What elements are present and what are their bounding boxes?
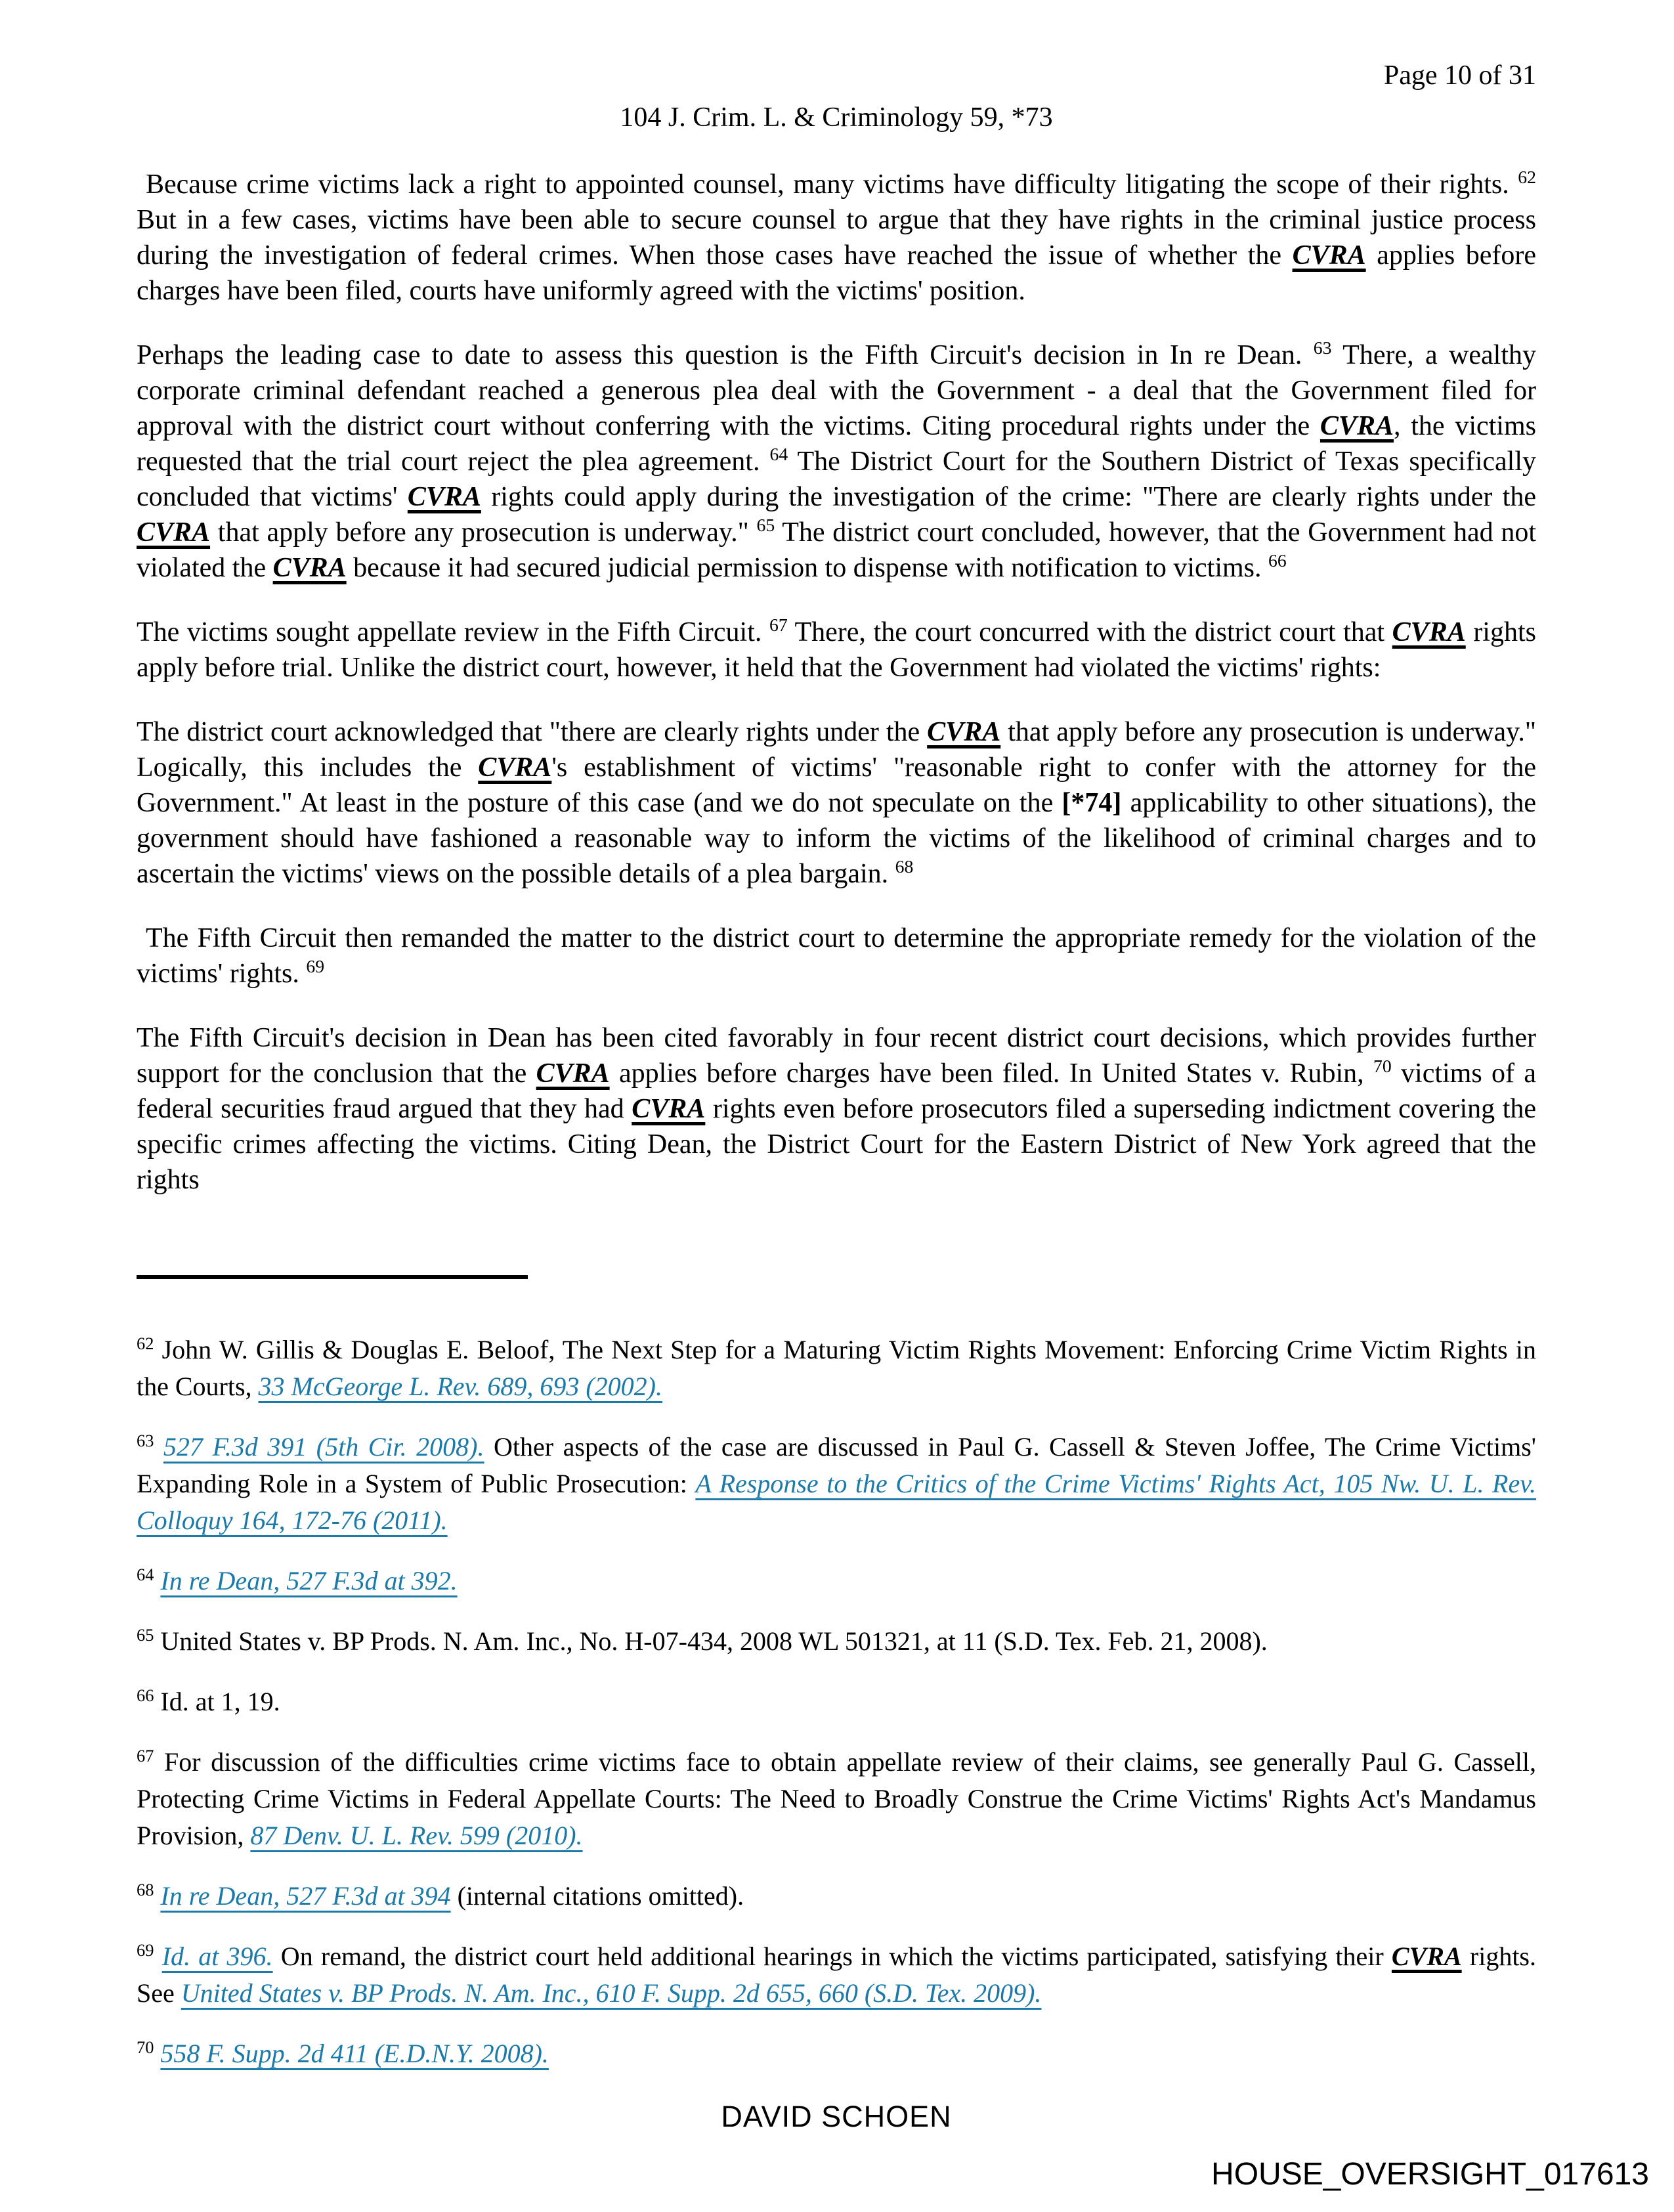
cvra-term: CVRA	[137, 517, 211, 548]
text-run	[154, 1941, 161, 1971]
footnote-reference: 65	[756, 515, 775, 536]
body-paragraphs	[137, 167, 1536, 1198]
footnote-reference: 68	[137, 1879, 154, 1899]
footnote-reference: 65	[137, 1624, 154, 1645]
text-run: United States v. BP Prods. N. Am. Inc., No. H-07-434, 2008 WL 501321, at 11 (S.D. Tex. Feb. 21, 2008).	[154, 1626, 1268, 1657]
text-run: The Fifth Circuit's decision in Dean has been cited favorably in four recent district court decisions, which provides further support for the conclusion that the	[137, 1023, 1536, 1089]
citation-link[interactable]: Id. at 396.	[161, 1941, 273, 1972]
cvra-term: CVRA	[407, 482, 481, 513]
text-run: The District Court for the Southern District of Texas specifically concluded that victims'	[137, 446, 1536, 513]
text-run: The victims sought appellate review in the Fifth Circuit.	[137, 617, 769, 648]
footnote-reference: 69	[306, 956, 325, 977]
footnote-66	[137, 1683, 1536, 1720]
body-paragraph	[137, 615, 1536, 685]
text-run: rights apply before trial. Unlike the district court, however, it held that the Government had violated the victims' rights:	[137, 617, 1536, 683]
text-run: that apply before any prosecution is underway." Logically, this includes the	[137, 717, 1537, 783]
footnote-70	[137, 2035, 1536, 2072]
text-run: For discussion of the difficulties crime victims face to obtain appellate review of their claims, see generally Paul G. Cassell, Protecting Crime Victims in Federal Appellate Courts: The Need to Broadly Construe the Crime Victims' Rights Act's Mandamus Provision,	[137, 1747, 1536, 1851]
footnote-reference: 63	[137, 1430, 154, 1450]
cvra-term: CVRA	[478, 752, 552, 783]
citation-link[interactable]: In re Dean, 527 F.3d at 392.	[160, 1566, 458, 1596]
footnote-reference: 69	[137, 1940, 154, 1960]
text-run: John W. Gillis & Douglas E. Beloof, The Next Step for a Maturing Victim Rights Movement: Enforcing Crime Victim Rights in the Courts,	[137, 1335, 1536, 1402]
body-paragraph	[137, 337, 1536, 586]
text-run: Id. at 1, 19.	[154, 1687, 280, 1717]
text-run	[154, 2039, 160, 2068]
citation-link[interactable]: 527 F.3d 391 (5th Cir. 2008).	[163, 1432, 484, 1462]
footnote-reference: 64	[769, 444, 788, 465]
footnote-64	[137, 1563, 1536, 1599]
text-run: (internal citations omitted).	[450, 1881, 744, 1911]
text-run: Perhaps the leading case to date to assess this question is the Fifth Circuit's decision in In re Dean.	[137, 340, 1314, 371]
citation-link[interactable]: United States v. BP Prods. N. Am. Inc., 610 F. Supp. 2d 655, 660 (S.D. Tex. 2009).	[181, 1978, 1042, 2008]
cvra-term: CVRA	[1391, 1941, 1462, 1972]
text-run: Because crime victims lack a right to appointed counsel, many victims have difficulty litigating the scope of their rights.	[146, 169, 1518, 200]
cvra-term: CVRA	[1292, 240, 1366, 271]
footnote-reference: 70	[1373, 1056, 1392, 1077]
footnotes-section	[137, 1332, 1536, 2072]
citation-link[interactable]: In re Dean, 527 F.3d at 394	[160, 1881, 451, 1911]
footer-author-name: DAVID SCHOEN	[721, 2100, 952, 2134]
footnote-65	[137, 1623, 1536, 1660]
footnote-reference: 67	[769, 615, 788, 636]
text-run: On remand, the district court held additional hearings in which the victims participated, satisfying their	[272, 1941, 1392, 1972]
body-paragraph	[137, 921, 1536, 991]
text-run: , the victims requested that the trial court reject the plea agreement.	[137, 411, 1536, 477]
text-run	[154, 1881, 160, 1911]
body-paragraph	[137, 714, 1536, 892]
citation-link[interactable]: A Response to the Critics of the Crime Victims' Rights Act, 105 Nw. U. L. Rev. Colloquy 164, 172-76 (2011).	[137, 1469, 1536, 1536]
page-number: Page 10 of 31	[1383, 60, 1536, 91]
citation-link[interactable]: 33 McGeorge L. Rev. 689, 693 (2002).	[258, 1372, 662, 1402]
footnote-63	[137, 1429, 1536, 1539]
cvra-term: CVRA	[536, 1058, 610, 1089]
text-run: because it had secured judicial permission to dispense with notification to victims.	[346, 553, 1269, 584]
text-run: The Fifth Circuit then remanded the matter to the district court to determine the appropriate remedy for the violation of the victims' rights.	[137, 923, 1536, 989]
footnote-separator	[137, 1275, 528, 1279]
text-run: rights even before prosecutors filed a superseding indictment covering the specific crimes affecting the victims. Citing Dean, the District Court for the Eastern District of New York agreed that the rights	[137, 1094, 1537, 1196]
text-run: The district court concluded, however, that the Government had not violated the	[137, 517, 1536, 584]
text-run: rights could apply during the investigation of the crime: "There are clearly rights under the	[481, 482, 1536, 513]
text-run	[154, 1432, 163, 1462]
cvra-term: CVRA	[1320, 411, 1394, 442]
footnote-reference: 67	[137, 1745, 154, 1766]
citation-link[interactable]: 87 Denv. U. L. Rev. 599 (2010).	[250, 1821, 583, 1851]
footnote-69	[137, 1938, 1536, 2012]
text-run: Other aspects of the case are discussed in Paul G. Cassell & Steven Joffee, The Crime Victims' Expanding Role in a System of Public Prosecution:	[137, 1432, 1536, 1499]
text-run	[154, 1566, 160, 1595]
text-run: applicability to other situations), the government should have fashioned a reasonable way to inform the victims of the likelihood of criminal charges and to ascertain the victims' views on the possible details of a plea bargain.	[137, 788, 1536, 890]
bold-text: [*74]	[1062, 788, 1122, 819]
citation-link[interactable]: 558 F. Supp. 2d 411 (E.D.N.Y. 2008).	[160, 2039, 549, 2069]
text-run: There, the court concurred with the district court that	[787, 617, 1392, 648]
text-run: applies before charges have been filed, courts have uniformly agreed with the victims' position.	[137, 240, 1536, 307]
header-citation: 104 J. Crim. L. & Criminology 59, *73	[620, 102, 1053, 133]
footnote-reference: 62	[137, 1333, 154, 1353]
text-run: victims of a federal securities fraud argued that they had	[137, 1058, 1537, 1125]
footnote-reference: 64	[137, 1564, 154, 1584]
footnote-reference: 66	[1268, 550, 1287, 571]
body-paragraph	[137, 167, 1536, 309]
text-run: that apply before any prosecution is underway."	[210, 517, 757, 548]
footnote-reference: 63	[1313, 337, 1332, 358]
footnote-reference: 68	[895, 856, 914, 877]
cvra-term: CVRA	[272, 553, 347, 584]
footnote-reference: 66	[137, 1685, 154, 1705]
text-run: There, a wealthy corporate criminal defendant reached a generous plea deal with the Government - a deal that the Government filed for approval with the district court without conferring with the victims. Citing procedural rights under the	[137, 340, 1536, 442]
text-run: rights. See	[137, 1941, 1536, 2008]
footnote-62	[137, 1332, 1536, 1405]
bates-stamp: HOUSE_OVERSIGHT_017613	[1211, 2157, 1649, 2192]
cvra-term: CVRA	[1392, 617, 1466, 648]
text-run: 's establishment of victims' "reasonable right to confer with the attorney for the Government." At least in the posture of this case (and we do not speculate on the	[137, 752, 1536, 819]
footnote-reference: 62	[1518, 167, 1536, 188]
cvra-term: CVRA	[632, 1094, 706, 1125]
body-paragraph	[137, 1020, 1536, 1198]
text-run: The district court acknowledged that "there are clearly rights under the	[137, 717, 928, 748]
cvra-term: CVRA	[927, 717, 1001, 748]
footnote-reference: 70	[137, 2037, 154, 2057]
text-run: But in a few cases, victims have been able to secure counsel to argue that they have rights in the criminal justice process during the investigation of federal crimes. When those cases have reached the issue of whether the	[137, 205, 1536, 271]
text-run: applies before charges have been filed. In United States v. Rubin,	[609, 1058, 1373, 1089]
footnote-68	[137, 1878, 1536, 1915]
footnote-67	[137, 1744, 1536, 1854]
